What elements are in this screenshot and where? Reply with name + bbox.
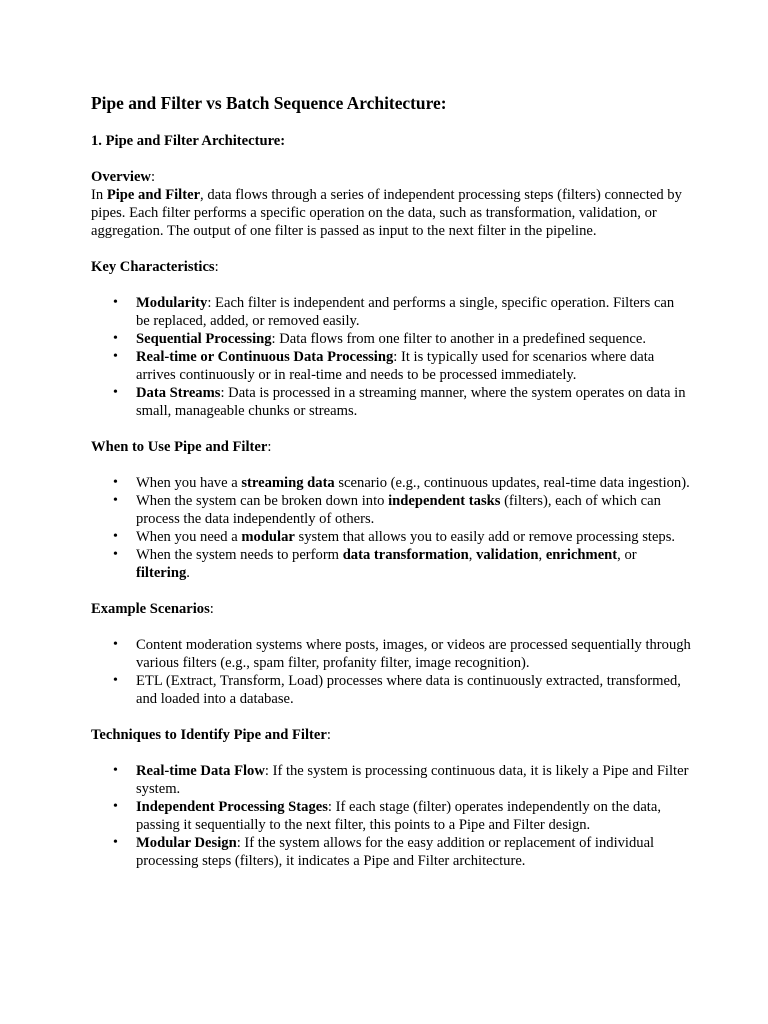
item-text: , or [617,547,637,563]
overview-text-bold: Pipe and Filter [106,187,201,203]
list-item [136,330,691,348]
when-to-use-heading [91,438,691,456]
item-text: : If each stage (filter) operates independently on the data, passing it sequentially to the next filter, this points to a Pipe and Filter design. [136,799,661,833]
item-text: scenario (e.g., continuous updates, real-time data ingestion). [334,475,690,491]
item-bold: modular [241,529,295,545]
item-bold: data transformation [342,547,469,563]
overview-text-pre: In [91,187,107,203]
key-characteristics-heading [91,258,691,276]
item-bold: streaming data [241,475,335,491]
section-heading: 1. Pipe and Filter Architecture: [91,133,286,149]
when-to-use-label: When to Use Pipe and Filter [91,439,268,455]
list-item [136,474,691,492]
item-text: , [538,547,546,563]
item-text: : If the system allows for the easy addition or replacement of individual processing steps (filters), it indicates a Pipe and Filter architecture. [136,835,655,869]
item-text: When you need a [136,529,242,545]
techniques-colon: : [326,727,331,743]
item-bold: validation [476,547,539,563]
item-bold: Modular Design [136,835,237,851]
document-title: Pipe and Filter vs Batch Sequence Architecture: [91,93,447,113]
document-body [91,92,691,888]
list-item [136,546,691,582]
item-text: : Data flows from one filter to another in a predefined sequence. [271,331,646,347]
list-item [136,348,691,384]
item-text: (filters), each of which can process the data independently of others. [136,493,661,527]
item-text: system that allows you to easily add or remove processing steps. [294,529,676,545]
item-bold: enrichment [545,547,618,563]
list-item [136,834,691,870]
overview-text-post: , data flows through a series of independent processing steps (filters) connected by pipes. Each filter performs a specific operation on the data, such as transformation, validation, or aggregation. The output of one filter is passed as input to the next filter in the pipeline. [91,187,682,239]
item-text: : If the system is processing continuous data, it is likely a Pipe and Filter system. [136,763,689,797]
techniques-heading [91,726,691,744]
key-characteristics-colon: : [214,259,219,275]
list-item [136,384,691,420]
key-characteristics-label: Key Characteristics [91,259,215,275]
examples-heading [91,600,691,618]
list-item: • ETL (Extract, Transform, Load) processes where data is continuously extracted, transformed, and loaded into a database. [136,672,691,708]
item-text: : It is typically used for scenarios where data arrives continuously or in real-time and needs to be processed immediately. [136,349,655,383]
techniques-list [91,762,691,870]
item-text: : Each filter is independent and performs a single, specific operation. Filters can be replaced, added, or removed easily. [136,295,675,329]
overview-label: Overview [91,169,151,185]
examples-label: Example Scenarios [91,601,210,617]
list-item [136,762,691,798]
examples-colon: : [209,601,214,617]
list-item: • Content moderation systems where posts, images, or videos are processed sequentially through various filters (e.g., spam filter, profanity filter, image recognition). [136,636,691,672]
item-text: When the system can be broken down into [136,493,389,509]
item-bold: Independent Processing Stages [136,799,328,815]
examples-list [91,636,691,708]
item-bold: Data Streams [136,385,221,401]
list-item [136,294,691,330]
overview-colon: : [150,169,156,185]
list-item [136,528,691,546]
item-bold: Real-time or Continuous Data Processing [136,349,394,365]
overview-paragraph [91,168,691,240]
item-text: . [186,565,190,581]
item-bold: filtering [136,565,187,581]
key-characteristics-list [91,294,691,420]
list-item [136,492,691,528]
item-text: , [468,547,477,563]
item-bold: Real-time Data Flow [136,763,265,779]
item-bold: independent tasks [388,493,501,509]
list-item [136,798,691,834]
item-bold: Sequential Processing [136,331,272,347]
item-text: When the system needs to perform [136,547,343,563]
when-to-use-list [91,474,691,582]
item-bold: Modularity [136,295,208,311]
item-text: : Data is processed in a streaming manner, where the system operates on data in small, manageable chunks or streams. [136,385,686,419]
when-to-use-colon: : [267,439,272,455]
techniques-label: Techniques to Identify Pipe and Filter [91,727,327,743]
item-text: When you have a [136,475,242,491]
